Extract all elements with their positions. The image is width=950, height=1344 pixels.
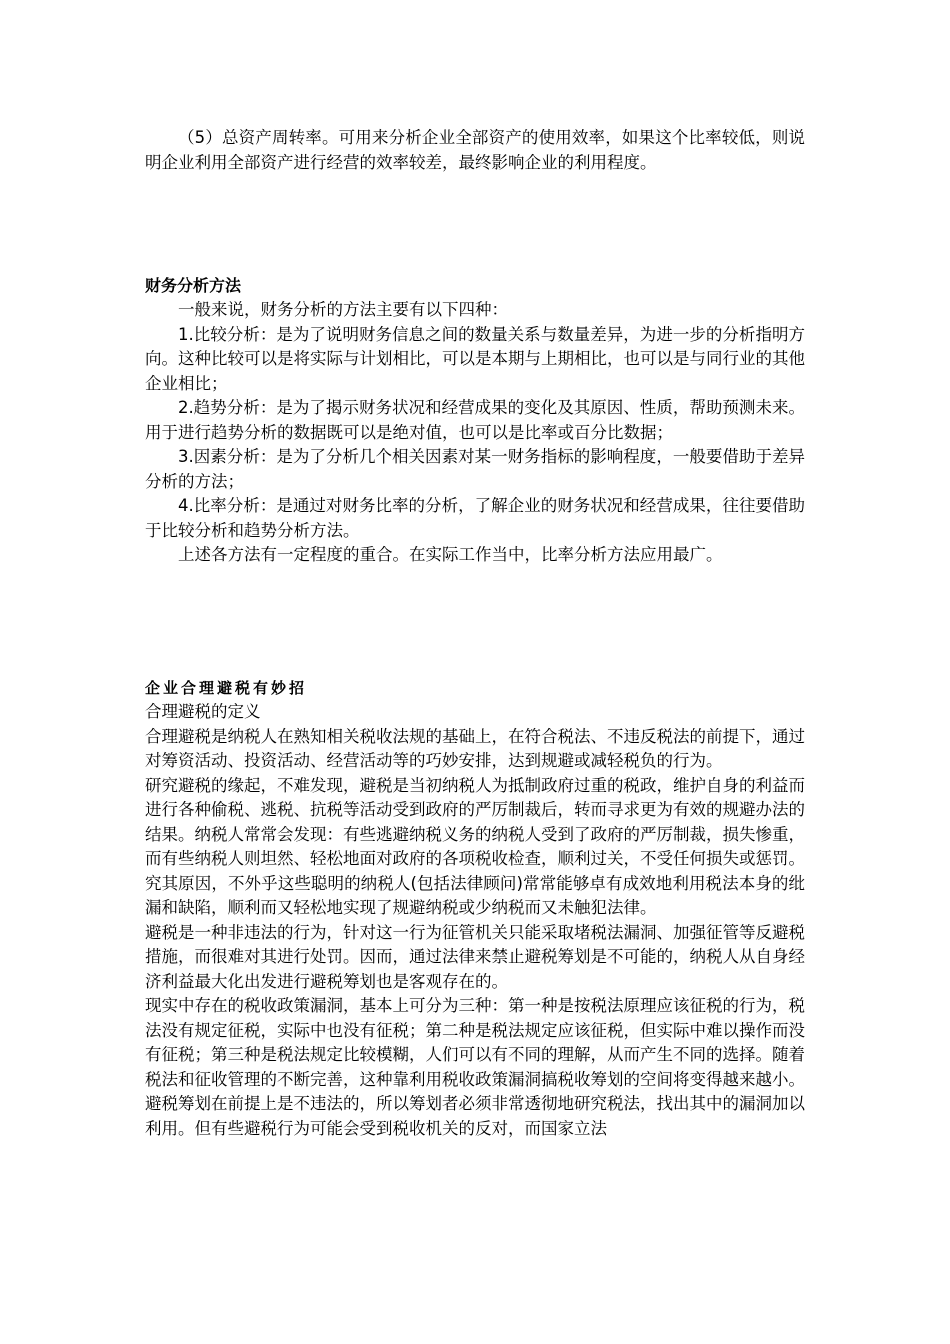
method-item-comparison: 1.比较分析：是为了说明财务信息之间的数量关系与数量差异，为进一步的分析指明方向。这种比较可以是将实际与计划相比，可以是本期与上期相比，也可以是与同行业的其他企业相比； [145,324,805,393]
tax-paragraph: 合理避税是纳税人在熟知相关税收法规的基础上，在符合税法、不违反税法的前提下，通过对筹资活动、投资活动、经营活动等的巧妙安排，达到规避或减轻税负的行为。 [145,726,805,770]
tax-paragraph: 避税筹划在前提上是不违法的，所以筹划者必须非常透彻地研究税法，找出其中的漏洞加以利用。但有些避税行为可能会受到税收机关的反对，而国家立法 [145,1094,805,1138]
methods-conclusion: 上述各方法有一定程度的重合。在实际工作当中，比率分析方法应用最广。 [178,545,723,564]
section-heading-tax-avoidance: 企业合理避税有妙招 [145,679,308,697]
section-tax-avoidance [145,676,805,1141]
method-item-factor: 3.因素分析：是为了分析几个相关因素对某一财务指标的影响程度，一般要借助于差异分析的方法； [145,447,805,491]
tax-paragraph: 避税是一种非违法的行为，针对这一行为征管机关只能采取堵税法漏洞、加强征管等反避税措施，而很难对其进行处罚。因而，通过法律来禁止避税筹划是不可能的，纳税人从自身经济利益最大化出发进行避税筹划也是客观存在的。 [145,922,805,991]
subheading-definition: 合理避税的定义 [145,702,261,721]
section-asset-turnover [145,126,805,175]
asset-turnover-paragraph: （5）总资产周转率。可用来分析企业全部资产的使用效率，如果这个比率较低，则说明企业利用全部资产进行经营的效率较差，最终影响企业的利用程度。 [145,128,805,172]
section-heading-financial-analysis: 财务分析方法 [145,276,242,295]
method-item-trend: 2.趋势分析：是为了揭示财务状况和经营成果的变化及其原因、性质，帮助预测未来。用于进行趋势分析的数据既可以是绝对值，也可以是比率或百分比数据； [145,398,805,442]
tax-paragraph: 研究避税的缘起，不难发现，避税是当初纳税人为抵制政府过重的税政，维护自身的利益而进行各种偷税、逃税、抗税等活动受到政府的严厉制裁后，转而寻求更为有效的规避办法的结果。纳税人常常会发现：有些逃避纳税义务的纳税人受到了政府的严厉制裁，损失惨重，而有些纳税人则坦然、轻松地面对政府的各项税收检查，顺利过关，不受任何损失或惩罚。究其原因，不外乎这些聪明的纳税人(包括法律顾问)常常能够卓有成效地利用税法本身的纰漏和缺陷，顺利而又轻松地实现了规避纳税或少纳税而又未触犯法律。 [145,775,805,917]
section-financial-analysis-methods [145,274,805,568]
tax-paragraph: 现实中存在的税收政策漏洞，基本上可分为三种：第一种是按税法原理应该征税的行为，税法没有规定征税，实际中也没有征税；第二种是税法规定应该征税，但实际中难以操作而没有征税；第三种是税法规定比较模糊，人们可以有不同的理解，从而产生不同的选择。随着税法和征收管理的不断完善，这种靠利用税收政策漏洞搞税收筹划的空间将变得越来越小。 [145,996,805,1089]
methods-intro: 一般来说，财务分析的方法主要有以下四种： [178,300,508,319]
method-item-ratio: 4.比率分析：是通过对财务比率的分析，了解企业的财务状况和经营成果，往往要借助于比较分析和趋势分析方法。 [145,496,805,540]
